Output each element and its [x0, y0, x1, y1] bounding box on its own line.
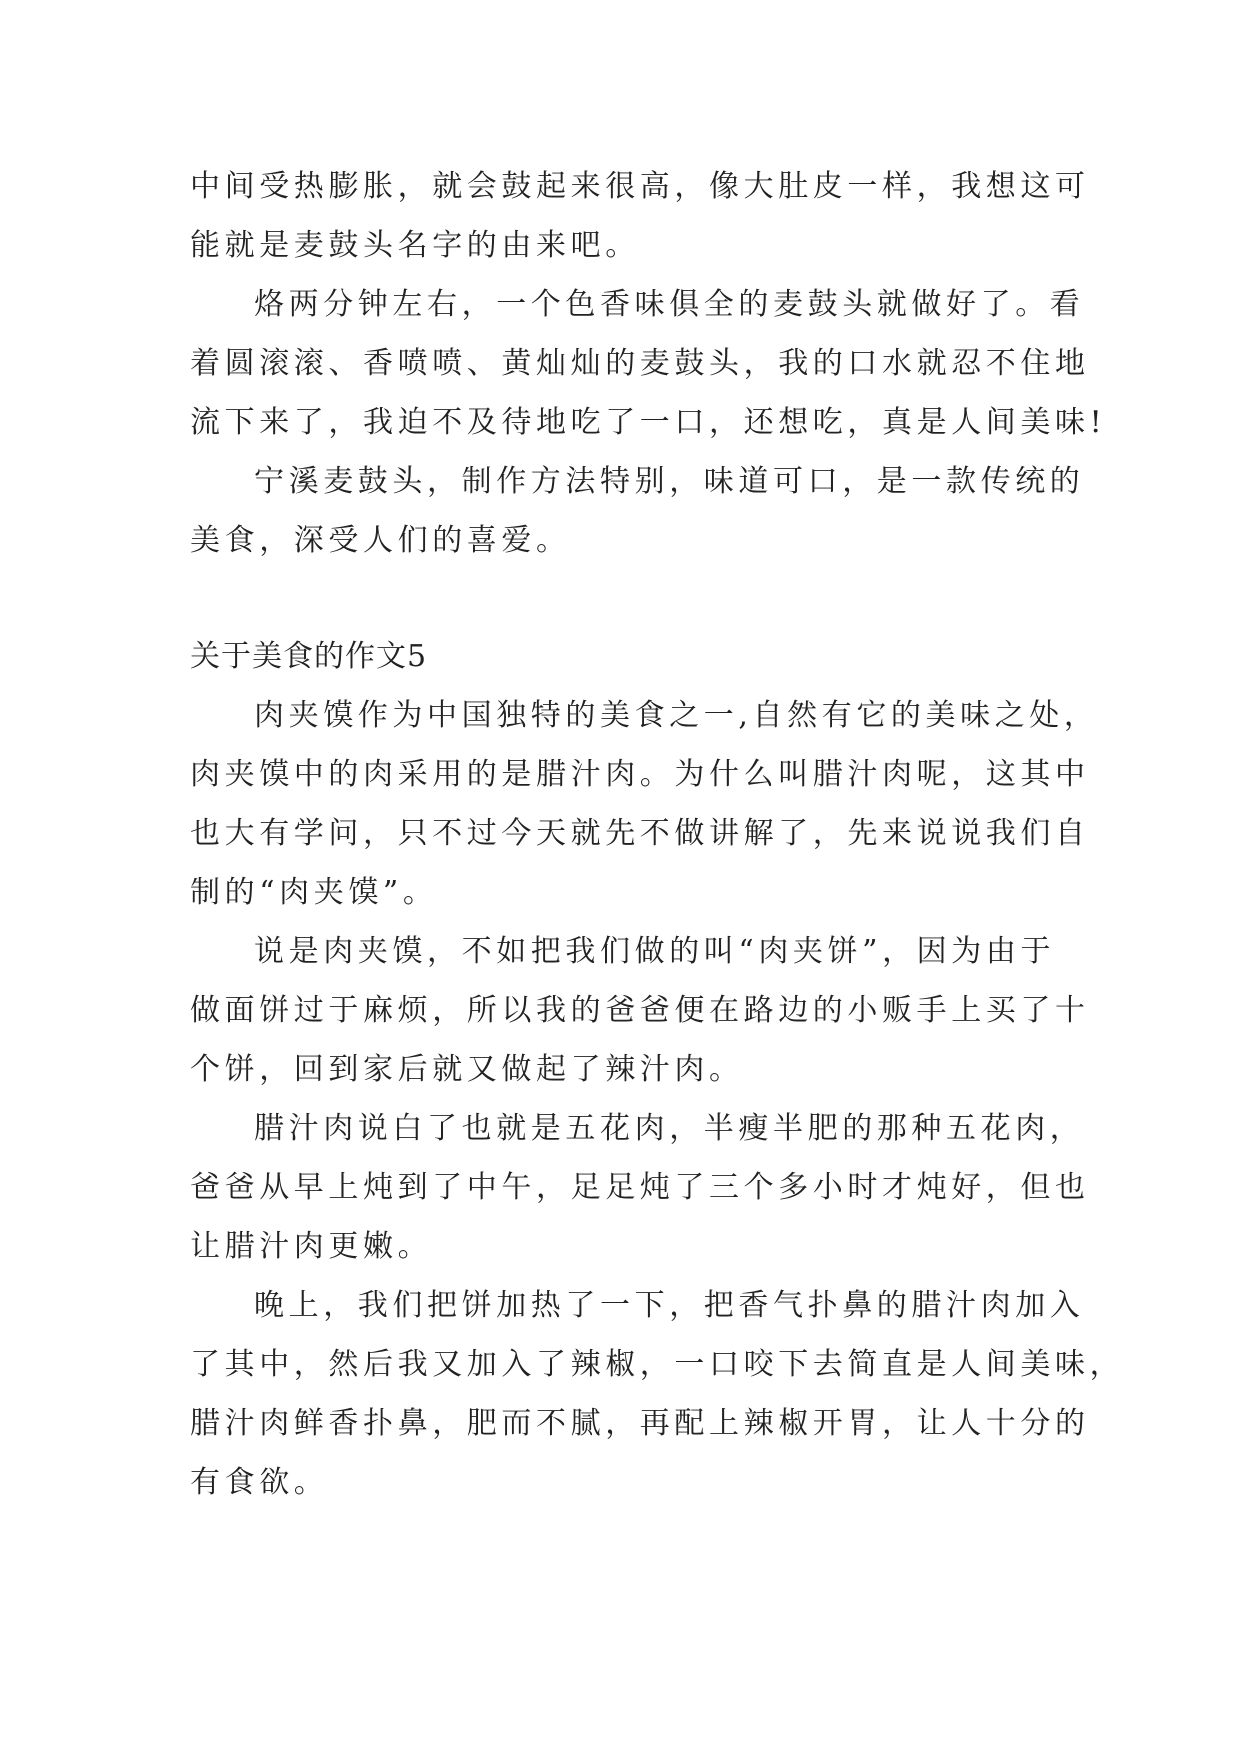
- paragraph-first-line: 晚上，我们把饼加热了一下，把香气扑鼻的腊汁肉加入: [254, 1288, 1085, 1323]
- text-line: 有食欲。: [190, 1465, 329, 1500]
- text-line: 制的“肉夹馍”。: [190, 875, 438, 910]
- text-line: 能就是麦鼓头名字的由来吧。: [190, 228, 640, 263]
- text-line: 着圆滚滚、香喷喷、黄灿灿的麦鼓头，我的口水就忍不住地: [190, 346, 1090, 381]
- text-line: 腊汁肉鲜香扑鼻，肥而不腻，再配上辣椒开胃，让人十分的: [190, 1406, 1090, 1441]
- text-line: 中间受热膨胀，就会鼓起来很高，像大肚皮一样，我想这可: [190, 169, 1090, 204]
- text-line: 流下来了，我迫不及待地吃了一口，还想吃，真是人间美味!: [190, 405, 1107, 440]
- text-line: 美食，深受人们的喜爱。: [190, 523, 571, 558]
- text-line: 个饼，回到家后就又做起了辣汁肉。: [190, 1052, 744, 1087]
- paragraph-first-line: 腊汁肉说白了也就是五花肉，半瘦半肥的那种五花肉，: [254, 1111, 1085, 1146]
- paragraph-first-line: 烙两分钟左右，一个色香味俱全的麦鼓头就做好了。看: [254, 287, 1085, 322]
- paragraph-first-line: 宁溪麦鼓头，制作方法特别，味道可口，是一款传统的: [254, 464, 1085, 499]
- text-line: 爸爸从早上炖到了中午，足足炖了三个多小时才炖好，但也: [190, 1170, 1090, 1205]
- text-line: 让腊汁肉更嫩。: [190, 1229, 433, 1264]
- paragraph-first-line: 肉夹馍作为中国独特的美食之一,自然有它的美味之处，: [254, 698, 1099, 733]
- text-line: 了其中，然后我又加入了辣椒，一口咬下去简直是人间美味，: [190, 1347, 1125, 1382]
- section-heading: 关于美食的作文5: [190, 639, 428, 674]
- paragraph-first-line: 说是肉夹馍，不如把我们做的叫“肉夹饼”，因为由于: [254, 934, 1056, 969]
- text-line: 肉夹馍中的肉采用的是腊汁肉。为什么叫腊汁肉呢，这其中: [190, 757, 1090, 792]
- text-line: 也大有学问，只不过今天就先不做讲解了，先来说说我们自: [190, 816, 1090, 851]
- text-line: 做面饼过于麻烦，所以我的爸爸便在路边的小贩手上买了十: [190, 993, 1090, 1028]
